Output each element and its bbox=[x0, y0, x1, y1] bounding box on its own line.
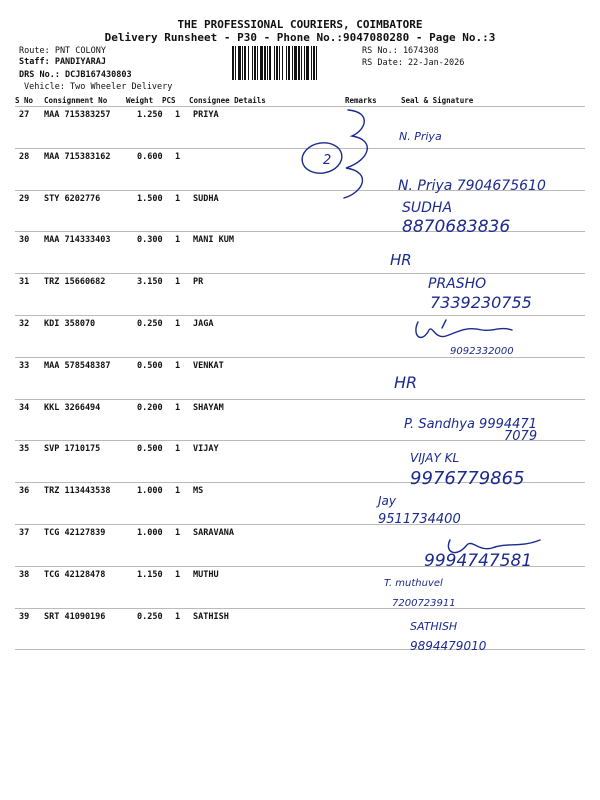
pieces-count: 1 bbox=[175, 193, 181, 204]
rs-number: RS No.: 1674308 bbox=[362, 46, 439, 56]
weight-value: 0.500 bbox=[137, 444, 163, 455]
pieces-count: 1 bbox=[175, 151, 181, 162]
consignment-number: TCG 42128478 bbox=[44, 569, 106, 580]
company-title: THE PROFESSIONAL COURIERS, COIMBATORE bbox=[177, 18, 423, 31]
serial-number: 36 bbox=[19, 486, 30, 497]
barcode bbox=[232, 46, 354, 80]
hw-r35b: 9976779865 bbox=[410, 468, 525, 489]
weight-value: 0.250 bbox=[137, 319, 163, 329]
hw-r34b: 7079 bbox=[504, 429, 538, 444]
consignment-number: MAA 715383257 bbox=[44, 110, 111, 120]
serial-number: 31 bbox=[19, 277, 30, 288]
hw-r31a: PRASHO bbox=[428, 276, 487, 292]
hw-r39b: 9894479010 bbox=[410, 639, 487, 653]
hw-r32: 9092332000 bbox=[450, 346, 514, 357]
weight-value: 0.500 bbox=[137, 360, 163, 371]
serial-number: 32 bbox=[19, 319, 30, 329]
consignee-name: VIJAY bbox=[193, 444, 219, 455]
weight-value: 0.200 bbox=[137, 402, 163, 413]
pieces-count: 1 bbox=[175, 528, 181, 538]
hw-r38a: T. muthuvel bbox=[384, 578, 443, 589]
col-seal-signature: Seal & Signature bbox=[401, 96, 474, 105]
weight-value: 1.250 bbox=[137, 110, 163, 120]
barcode-bar bbox=[257, 46, 258, 80]
weight-value: 1.000 bbox=[137, 528, 163, 538]
barcode-bar bbox=[286, 46, 287, 80]
col-remarks: Remarks bbox=[345, 96, 377, 105]
barcode-bar bbox=[260, 46, 263, 80]
col-sno: S No bbox=[15, 96, 34, 105]
weight-value: 3.150 bbox=[137, 277, 163, 288]
staff-label: Staff: PANDIYARAJ bbox=[19, 57, 106, 67]
barcode-bar bbox=[269, 46, 271, 80]
consignee-name: JAGA bbox=[193, 319, 214, 329]
barcode-bar bbox=[294, 46, 297, 80]
hw-r31b: 7339230755 bbox=[430, 293, 532, 312]
table-row bbox=[0, 190, 600, 232]
table-row bbox=[0, 273, 600, 315]
serial-number: 28 bbox=[19, 151, 30, 162]
serial-number: 37 bbox=[19, 528, 30, 538]
col-weight: Weight bbox=[126, 96, 154, 105]
pieces-count: 1 bbox=[175, 569, 181, 580]
hw-r29a: SUDHA bbox=[402, 200, 453, 216]
barcode-bar bbox=[288, 46, 290, 80]
hw-r34a: P. Sandhya 9994471 bbox=[404, 417, 537, 432]
consignee-name: PRIYA bbox=[193, 110, 219, 120]
pieces-count: 1 bbox=[175, 277, 181, 288]
serial-number: 39 bbox=[19, 611, 30, 622]
consignee-name: PR bbox=[193, 277, 204, 288]
table-row bbox=[0, 524, 600, 566]
table-row bbox=[0, 148, 600, 190]
consignee-name: MUTHU bbox=[193, 569, 219, 580]
consignee-name: SUDHA bbox=[193, 193, 219, 204]
hw-r36a: Jay bbox=[378, 494, 396, 508]
table-row bbox=[0, 440, 600, 482]
table-row bbox=[0, 566, 600, 608]
col-pcs: PCS bbox=[162, 96, 176, 105]
consignee-name: VENKAT bbox=[193, 360, 224, 371]
table-row bbox=[0, 608, 600, 650]
consignment-number: TRZ 113443538 bbox=[44, 486, 111, 497]
barcode-bar bbox=[235, 46, 236, 80]
serial-number: 29 bbox=[19, 193, 30, 204]
consignment-number: SVP 1710175 bbox=[44, 444, 101, 455]
serial-number: 34 bbox=[19, 402, 30, 413]
consignee-name: MANI KUM bbox=[193, 235, 234, 246]
table-row bbox=[0, 106, 600, 148]
barcode-bar bbox=[242, 46, 243, 80]
table-row bbox=[0, 399, 600, 441]
pieces-count: 1 bbox=[175, 360, 181, 371]
runsheet-title: Delivery Runsheet - P30 - Phone No.:9047080280 - Page No.:3 bbox=[104, 31, 496, 44]
barcode-bar bbox=[282, 46, 283, 80]
consignment-number: KKL 3266494 bbox=[44, 402, 101, 413]
consignee-name: SARAVANA bbox=[193, 528, 234, 538]
consignment-number: TRZ 15660682 bbox=[44, 277, 106, 288]
consignment-number: KDI 358070 bbox=[44, 319, 96, 329]
consignment-number: MAA 714333403 bbox=[44, 235, 111, 246]
barcode-bar bbox=[313, 46, 315, 80]
consignment-number: TCG 42127839 bbox=[44, 528, 106, 538]
barcode-bar bbox=[279, 46, 280, 80]
consignment-number: MAA 715383162 bbox=[44, 151, 111, 162]
pieces-count: 1 bbox=[175, 402, 181, 413]
hw-r35a: VIJAY KL bbox=[410, 451, 460, 465]
row-divider bbox=[15, 649, 585, 650]
pieces-count: 1 bbox=[175, 444, 181, 455]
serial-number: 38 bbox=[19, 569, 30, 580]
barcode-bar bbox=[304, 46, 305, 80]
hw-r38b: 7200723911 bbox=[392, 598, 456, 609]
hw-r33: HR bbox=[394, 373, 418, 392]
pieces-count: 1 bbox=[175, 611, 181, 622]
serial-number: 30 bbox=[19, 235, 30, 246]
hw-r27: N. Priya bbox=[399, 130, 442, 143]
barcode-bar bbox=[252, 46, 253, 80]
barcode-bar bbox=[238, 46, 241, 80]
consignee-name: SATHISH bbox=[193, 611, 229, 622]
weight-value: 0.300 bbox=[137, 235, 163, 246]
vehicle-label: Vehicle: Two Wheeler Delivery bbox=[24, 82, 173, 92]
pieces-count: 1 bbox=[175, 110, 181, 120]
barcode-bar bbox=[267, 46, 268, 80]
table-row bbox=[0, 315, 600, 357]
consignee-name: SHAYAM bbox=[193, 402, 224, 413]
barcode-bar bbox=[274, 46, 275, 80]
barcode-bar bbox=[306, 46, 309, 80]
barcode-bar bbox=[244, 46, 246, 80]
consignment-number: SRT 41090196 bbox=[44, 611, 106, 622]
rs-date: RS Date: 22-Jan-2026 bbox=[362, 58, 465, 68]
hw-r30: HR bbox=[390, 251, 412, 269]
barcode-bar bbox=[316, 46, 317, 80]
hw-r28: N. Priya 7904675610 bbox=[398, 178, 546, 194]
route-label: Route: PNT COLONY bbox=[19, 46, 106, 56]
hw-r37: 9994747581 bbox=[424, 551, 533, 571]
hw-r29b: 8870683836 bbox=[402, 217, 511, 237]
barcode-bar bbox=[298, 46, 300, 80]
barcode-bar bbox=[232, 46, 234, 80]
weight-value: 1.150 bbox=[137, 569, 163, 580]
hw-r39a: SATHISH bbox=[410, 620, 458, 633]
serial-number: 35 bbox=[19, 444, 30, 455]
weight-value: 1.000 bbox=[137, 486, 163, 497]
table-row bbox=[0, 357, 600, 399]
barcode-bar bbox=[254, 46, 256, 80]
pieces-count: 1 bbox=[175, 319, 181, 329]
barcode-bar bbox=[292, 46, 293, 80]
table-row bbox=[0, 231, 600, 273]
drs-label: DRS No.: DCJB167430803 bbox=[19, 70, 132, 80]
consignee-name: MS bbox=[193, 486, 204, 497]
barcode-bar bbox=[264, 46, 266, 80]
barcode-bar bbox=[311, 46, 312, 80]
barcode-bar bbox=[301, 46, 302, 80]
weight-value: 1.500 bbox=[137, 193, 163, 204]
consignment-number: STY 6202776 bbox=[44, 193, 101, 204]
weight-value: 0.600 bbox=[137, 151, 163, 162]
table-row bbox=[0, 482, 600, 524]
hw-circle-number: 2 bbox=[323, 153, 332, 168]
hw-r36b: 9511734400 bbox=[378, 512, 461, 527]
weight-value: 0.250 bbox=[137, 611, 163, 622]
pieces-count: 1 bbox=[175, 235, 181, 246]
serial-number: 33 bbox=[19, 360, 30, 371]
barcode-bar bbox=[276, 46, 278, 80]
serial-number: 27 bbox=[19, 110, 30, 120]
pieces-count: 1 bbox=[175, 486, 181, 497]
consignment-number: MAA 578548387 bbox=[44, 360, 111, 371]
barcode-bar bbox=[248, 46, 249, 80]
col-consignee: Consignee Details bbox=[189, 96, 266, 105]
col-consignment: Consignment No bbox=[44, 96, 108, 105]
